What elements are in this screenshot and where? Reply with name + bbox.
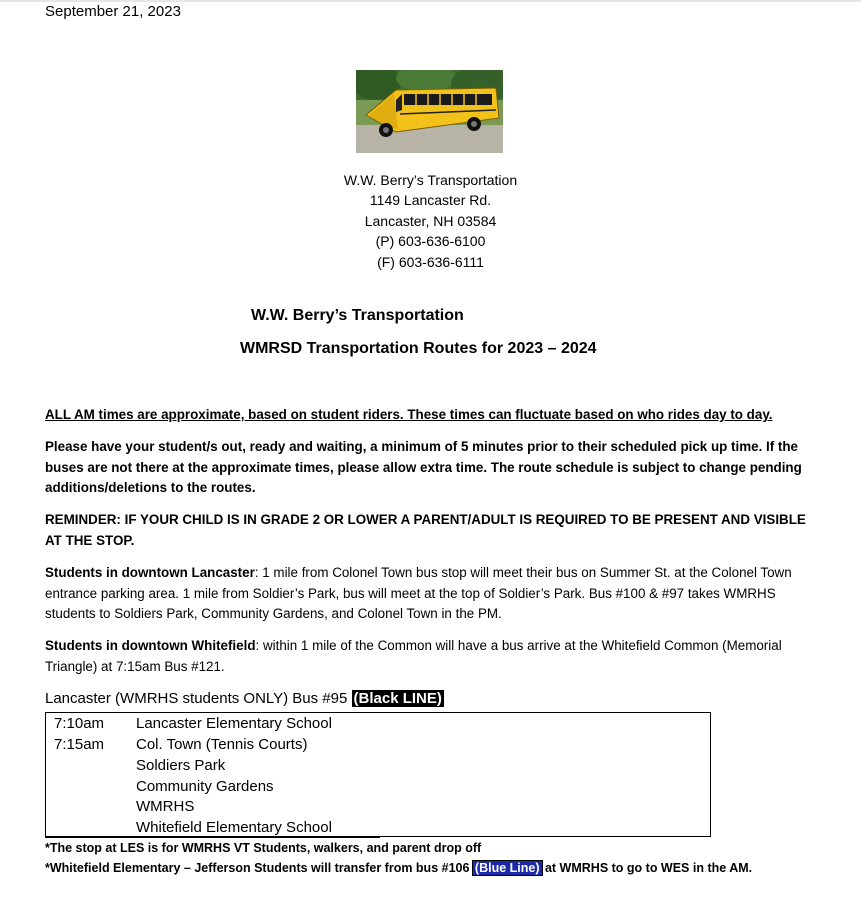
school-bus-photo — [356, 70, 503, 153]
black-line-badge: (Black LINE) — [353, 690, 442, 707]
ready-notice: Please have your student/s out, ready and waiting, a minimum of 5 minutes prior to their scheduled pick up time. If the buses are not there at the approximate times, please allow extra time. The route schedule is subject to change pending additions/deletions to the routes. — [45, 439, 802, 495]
stop-name: Lancaster Elementary School — [136, 715, 332, 732]
stop-time: 7:10am — [54, 715, 105, 732]
address-phone: (P) 603-636-6100 — [375, 233, 486, 249]
address-street: 1149 Lancaster Rd. — [369, 192, 492, 208]
lancaster-label: Students in downtown Lancaster — [45, 565, 255, 580]
company-heading: W.W. Berry’s Transportation — [251, 307, 464, 324]
lancaster-paragraph — [45, 563, 815, 625]
address-city: Lancaster, NH 03584 — [364, 213, 497, 229]
stop-name: WMRHS — [136, 798, 195, 815]
wes-note-start: *Whitefield Elementary – Jefferson Students will transfer from bus #106 — [45, 861, 473, 875]
route-title-text: Lancaster (WMRHS students ONLY) Bus #95 — [45, 690, 352, 707]
page-top-rule — [0, 0, 861, 2]
address-fax: (F) 603-636-6111 — [377, 254, 484, 270]
stop-name: Whitefield Elementary School — [136, 819, 332, 836]
route-title — [45, 690, 444, 707]
reminder-notice: REMINDER: IF YOUR CHILD IS IN GRADE 2 OR LOWER A PARENT/ADULT IS REQUIRED TO BE PRESENT AND VISIBLE AT THE STOP. — [45, 512, 806, 548]
wes-transfer-note — [45, 861, 752, 875]
letter-date: September 21, 2023 — [45, 3, 181, 20]
whitefield-label: Students in downtown Whitefield — [45, 638, 256, 653]
wes-note-end: at WMRHS to go to WES in the AM. — [541, 861, 753, 875]
document-title: WMRSD Transportation Routes for 2023 – 2024 — [240, 340, 597, 357]
whitefield-paragraph — [45, 636, 815, 677]
whitefield-text: : within 1 mile of the Common will have a bus arrive at the Whitefield Common (Memorial Triangle) at 7:15am Bus #121. — [45, 638, 782, 674]
blue-line-badge: (Blue Line) — [474, 861, 540, 875]
stop-name: Col. Town (Tennis Courts) — [136, 736, 308, 753]
stop-time: 7:15am — [54, 736, 105, 753]
stop-name: Soldiers Park — [136, 757, 226, 774]
les-note: *The stop at LES is for WMRHS VT Students, walkers, and parent drop off — [45, 841, 482, 855]
school-bus-image — [356, 70, 503, 153]
am-times-notice: ALL AM times are approximate, based on student riders. These times can fluctuate based on who rides day to day. — [45, 407, 773, 422]
table-underline — [45, 836, 380, 838]
lancaster-text: : 1 mile from Colonel Town bus stop will meet their bus on Summer St. at the Colonel Town entrance parking area. 1 mile from Soldier’s Park, bus will meet at the top of Soldier’s Park. Bus #100 & #97 takes WMRHS students to Soldiers Park, Community Gardens, and Colonel Town in the PM. — [45, 565, 792, 621]
route-stops-table — [45, 712, 711, 837]
address-company: W.W. Berry’s Transportation — [343, 172, 518, 188]
stop-name: Community Gardens — [136, 778, 274, 795]
